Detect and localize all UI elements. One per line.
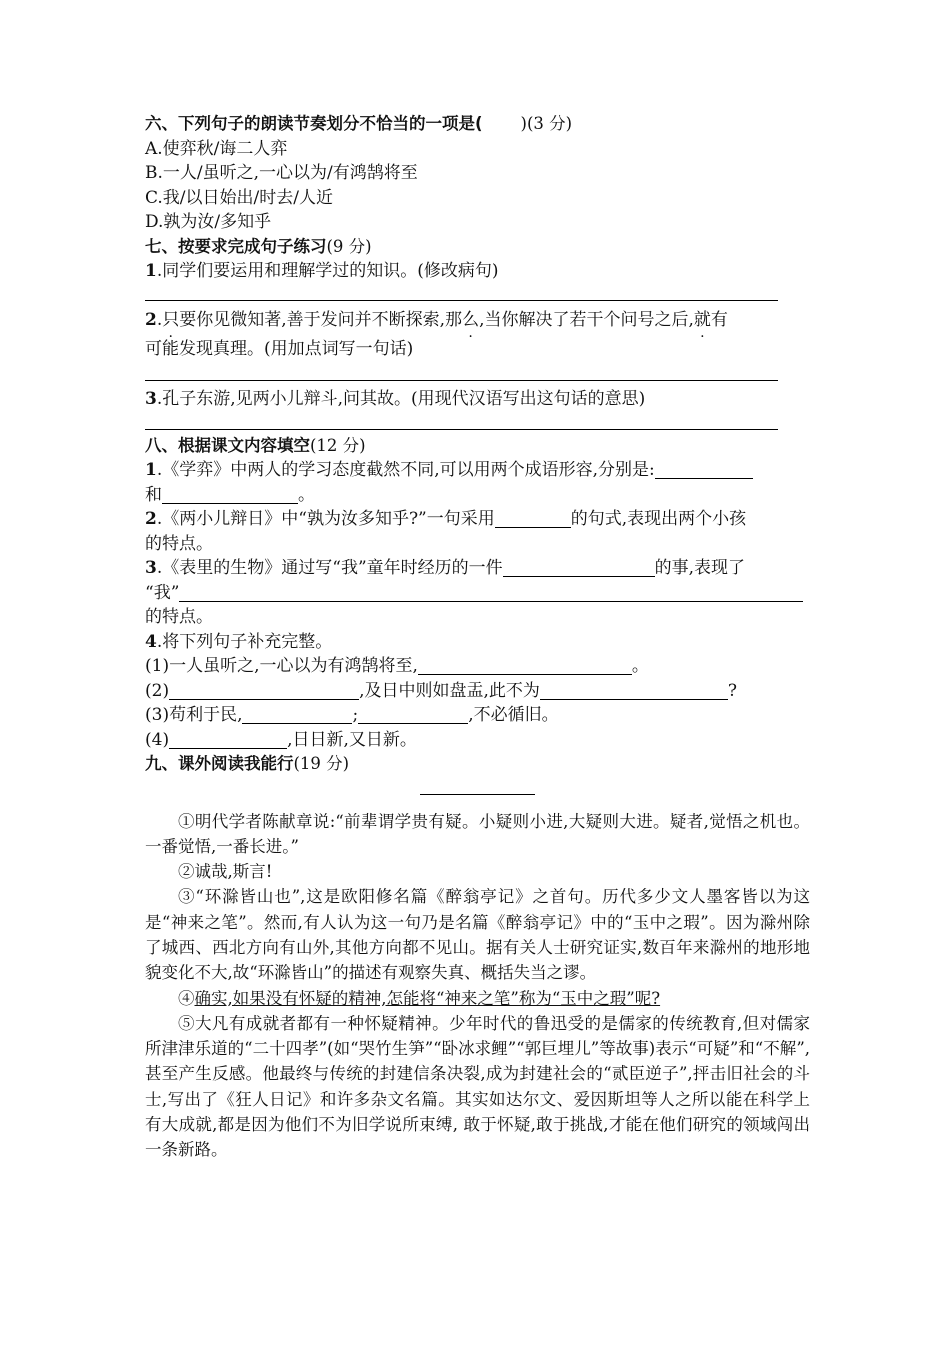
q8-item-1: 1.《学弈》中两人的学习态度截然不同,可以用两个成语形容,分别是: xyxy=(145,458,810,483)
q9-paragraph-1: ①明代学者陈献章说:“前辈谓学贵有疑。小疑则小进,大疑则大进。疑者,觉悟之机也。一番觉悟,一番长进。” xyxy=(145,811,810,856)
q7-answer-line-3[interactable] xyxy=(145,429,778,430)
q8-item-4: 4.将下列句子补充完整。 xyxy=(145,631,333,652)
q8-blank-4-3a[interactable] xyxy=(242,705,352,724)
q8-item-3: 3.《表里的生物》通过写“我”童年时经历的一件 的事,表现了 xyxy=(145,558,746,578)
q7-answer-line-1[interactable] xyxy=(145,300,778,301)
q8-blank-4-4[interactable] xyxy=(169,730,287,749)
underlined-sentence: 确实,如果没有怀疑的精神,怎能将“神来之笔”称为“玉中之瑕”呢? xyxy=(194,988,661,1008)
q8-sentence-3: (3)苟利于民, ; ,不必循旧。 xyxy=(145,705,559,725)
q6-heading: 六、下列句子的朗读节奏划分不恰当的一项是( )(3 分) xyxy=(145,114,573,133)
emphasis-dot-word: 么 xyxy=(462,309,480,330)
q8-blank-4-1[interactable] xyxy=(418,656,632,675)
q8-blank-2[interactable] xyxy=(495,509,571,528)
q8-blank-3b[interactable] xyxy=(179,583,803,602)
q8-sentence-2: (2) ,及日中则如盘盂,此不为 ? xyxy=(145,680,738,701)
q8-blank-1a[interactable] xyxy=(655,460,753,479)
q6-option-a: A.使弈秋/诲二人弈 xyxy=(145,138,288,159)
exam-page xyxy=(145,112,810,1163)
q8-blank-3a[interactable] xyxy=(503,558,655,577)
q8-blank-4-2a[interactable] xyxy=(169,681,359,700)
q7-item-2: 2.只要你见微知著,善于发问并不断探索,那么,当你解决了若干个问号之后,就有 xyxy=(145,309,728,330)
q7-item-1: 1.同学们要运用和理解学过的知识。(修改病句) xyxy=(145,261,499,281)
q9-paragraph-5: ⑤大凡有成就者都有一种怀疑精神。少年时代的鲁迅受的是儒家的传统教育,但对儒家所津津乐道的“二十四孝”(如“哭竹生笋”“卧冰求鲤”“郭巨埋儿”等故事)表示“可疑”和“不解”,甚至产生反感。他最终与传统的封建信条决裂,成为封建社会的“贰臣逆子”,抨击旧社会的斗士,写出了《狂人日记》和许多杂文名篇。其实如达尔文、爱因斯坦等人之所以能在科学上有大成就,都是因为他们不为旧学说所束缚, 敢于怀疑,敢于挑战,才能在他们研究的领域闯出一条新路。 xyxy=(145,1013,810,1160)
q8-item-3-end: 的特点。 xyxy=(145,607,213,627)
q9-title-area xyxy=(145,777,810,809)
q8-heading: 八、根据课文内容填空(12 分) xyxy=(145,435,366,455)
q7-answer-line-2[interactable] xyxy=(145,380,778,381)
q9-paragraph-3: ③“环滁皆山也”,这是欧阳修名篇《醉翁亭记》之首句。历代多少文人墨客皆以为这是“神来之笔”。然而,有人认为这一句乃是名篇《醉翁亭记》中的“玉中之瑕”。因为滁州除了城西、西北方向有山外,其他方向都不见山。据有关人士研究证实,数百年来滁州的地形地貌变化不大,故“环滁皆山”的描述有观察失真、概括失当之谬。 xyxy=(145,887,810,983)
q9-heading: 九、课外阅读我能行(19 分) xyxy=(145,754,350,773)
q8-item-2: 2.《两小儿辩日》中“孰为汝多知乎?”一句采用 的句式,表现出两个小孩 xyxy=(145,509,747,529)
q7-item-2-cont: 可能发现真理。(用加点词写一句话) xyxy=(145,338,414,359)
q6-option-c: C.我/以日始出/时去/人近 xyxy=(145,187,333,208)
q8-sentence-1: (1)一人虽听之,一心以为有鸿鹄将至, 。 xyxy=(145,656,649,676)
q8-item-2-cont: 的特点。 xyxy=(145,533,213,554)
q7-item-3: 3.孔子东游,见两小儿辩斗,问其故。(用现代汉语写出这句话的意思) xyxy=(145,388,646,409)
emphasis-dot-word: 就 xyxy=(693,309,711,330)
q8-sentence-4: (4) ,日日新,又日新。 xyxy=(145,729,417,750)
q9-title-blank[interactable] xyxy=(420,794,535,795)
q8-item-1-cont: 和 。 xyxy=(145,484,315,505)
q9-paragraph-2: ②诚哉,斯言! xyxy=(178,862,273,882)
q8-blank-1b[interactable] xyxy=(162,485,298,504)
q9-paragraph-4: ④确实,如果没有怀疑的精神,怎能将“神来之笔”称为“玉中之瑕”呢? xyxy=(178,988,661,1008)
q8-blank-4-2b[interactable] xyxy=(540,681,728,700)
q8-blank-4-3b[interactable] xyxy=(358,705,468,724)
q8-item-3-cont: “我” xyxy=(145,581,810,606)
q7-heading: 七、按要求完成句子练习(9 分) xyxy=(145,236,372,256)
q6-option-d: D.孰为汝/多知乎 xyxy=(145,212,272,232)
q6-option-b: B.一人/虽听之,一心以为/有鸿鹄将至 xyxy=(145,163,418,183)
emphasis-dot-word: 只 xyxy=(162,309,180,330)
